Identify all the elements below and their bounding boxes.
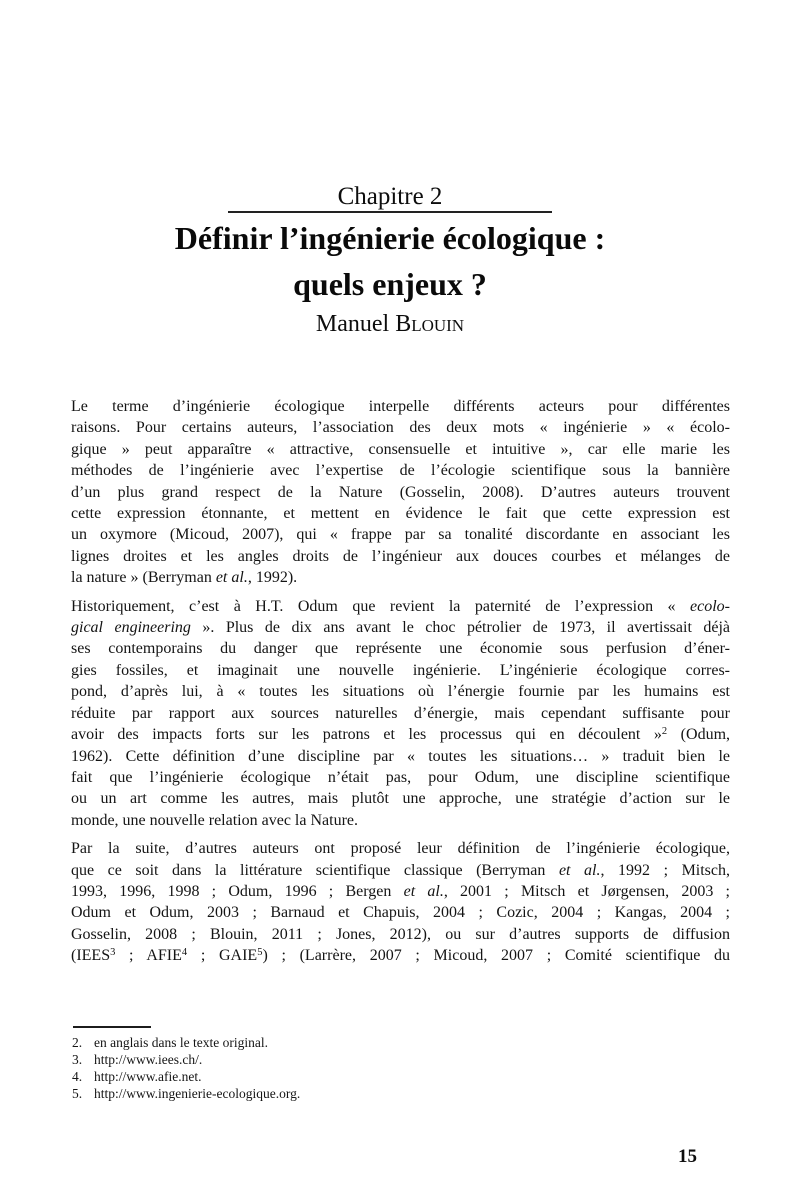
text-line: Gosselin, 2008 ; Blouin, 2011 ; Jones, 2012), ou sur d’autres supports de diffusion [71,925,730,943]
text-line: 1962). Cette définition d’une discipline par « toutes les situations… » traduit bien le [71,747,730,765]
text-line: avoir des impacts forts sur les patrons et les processus qui en découlent »$^2$ (Odum, [71,726,731,744]
page-number: 15 [678,1146,697,1167]
footnote-text: http://www.afie.net. [94,1069,202,1084]
footnote-number: 5. [72,1086,83,1101]
footnote-item [72,1051,732,1068]
text-line: raisons. Pour certains auteurs, l’association des deux mots « ingénierie » « écolo- [71,419,730,437]
text-line: gique » peut apparaître « attractive, consensuelle et intuitive », car elle marie les [71,440,730,458]
chapter-rule [228,211,552,213]
text-line: la nature » (Berryman et al., 1992). [71,569,298,587]
text-line: réduite par rapport aux sources naturelles d’énergie, mais cependant suffisante pour [71,704,730,722]
text-line: gical engineering ». Plus de dix ans avant le choc pétrolier de 1973, il avertissait déjà [71,619,730,637]
footnote-item [72,1068,732,1085]
body-paragraph [71,396,730,589]
author-last-name: Blouin [395,311,465,337]
author-name [0,309,780,340]
chapter-label: Chapitre 2 [337,183,443,210]
text-line: pond, d’après lui, à « toutes les situations où l’énergie fournie par les humains est [71,683,730,701]
footnote-item [72,1085,732,1102]
footnotes-block [72,1026,732,1102]
body-paragraph [71,596,730,831]
footnote-number: 3. [72,1052,83,1067]
text-line: gies fossiles, et imaginait une nouvelle ingénierie. L’ingénierie écologique corres- [71,661,730,679]
text-line: d’un plus grand respect de la Nature (Gosselin, 2008). D’autres auteurs trouvent [71,483,730,501]
footnote-number: 2. [72,1035,83,1050]
author-first-name: Manuel [315,311,390,337]
body-text [71,396,730,974]
text-line: (IEES$^3$ ; AFIE$^4$ ; GAIE$^5$) ; (Larrère, 2007 ; Micoud, 2007 ; Comité scientifique du [71,947,731,965]
text-line: 1993, 1996, 1998 ; Odum, 1996 ; Bergen et al., 2001 ; Mitsch et Jørgensen, 2003 ; [71,882,730,900]
chapter-title [0,215,780,307]
text-line: Le terme d’ingénierie écologique interpelle différents acteurs pour différentes [71,398,730,415]
text-line: ou un art comme les autres, mais plutôt une approche, une stratégie d’action sur le [71,790,730,808]
text-line: monde, une nouvelle relation avec la Nature. [71,811,358,829]
text-line: ses contemporains du danger que représente une économie sous perfusion d’éner- [71,640,730,658]
text-line: Historiquement, c’est à H.T. Odum que revient la paternité de l’expression « ecolo- [71,597,730,615]
text-line: fait que l’ingénierie écologique n’était pas, pour Odum, une discipline scientifique [71,768,730,786]
footnote-text: http://www.iees.ch/. [94,1052,203,1067]
chapter-title-line2: quels enjeux ? [293,266,487,302]
text-line: un oxymore (Micoud, 2007), qui « frappe par sa tonalité discordante en associant les [71,526,730,544]
text-line: que ce soit dans la littérature scientifique classique (Berryman et al., 1992 ; Mitsch, [71,861,731,879]
footnote-separator-rule [73,1026,151,1028]
body-paragraph [71,838,730,966]
footnote-text: en anglais dans le texte original. [94,1035,268,1050]
text-line: Par la suite, d’autres auteurs ont proposé leur définition de l’ingénierie écologique, [71,840,730,858]
chapter-title-line1: Définir l’ingénierie écologique : [174,220,606,256]
footnote-text: http://www.ingenierie-ecologique.org. [94,1086,301,1101]
footnote-item [72,1034,732,1051]
text-line: lignes droites et les angles droits de l’ingénieur aux douces courbes et mélanges de [71,547,730,565]
text-line: cette expression étonnante, et mettent en évidence le fait que cette expression est [71,505,730,523]
footnote-number: 4. [72,1069,83,1084]
text-line: méthodes de l’ingénierie avec l’expertise de l’écologie scientifique sous la bannière [71,462,730,480]
text-line: Odum et Odum, 2003 ; Barnaud et Chapuis, 2004 ; Cozic, 2004 ; Kangas, 2004 ; [71,904,730,922]
